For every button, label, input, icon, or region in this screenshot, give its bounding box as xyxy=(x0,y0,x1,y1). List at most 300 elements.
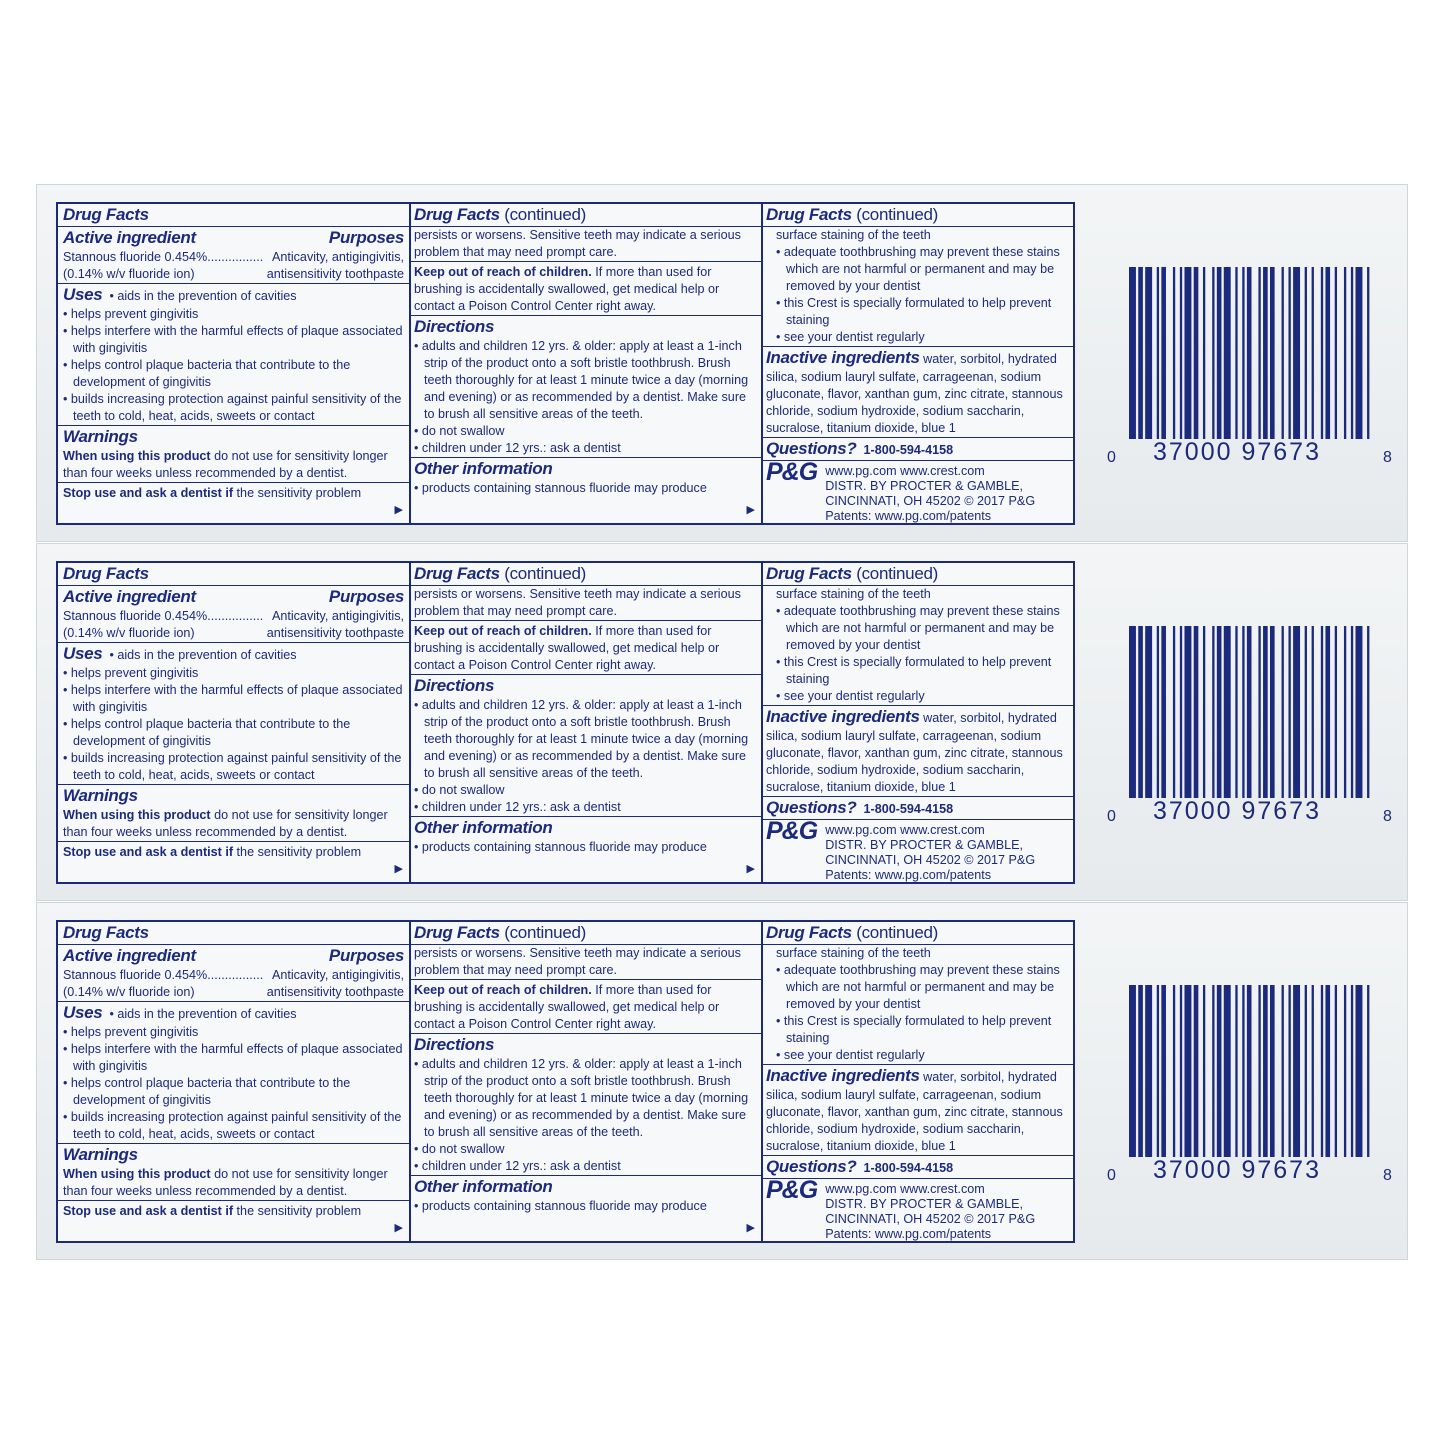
stop-use-text: the sensitivity problem xyxy=(233,1204,362,1218)
uses-section xyxy=(58,1002,409,1144)
barcode-bar xyxy=(1282,985,1284,1157)
barcode-bar xyxy=(1293,267,1300,439)
barcode-bar xyxy=(1194,985,1199,1157)
barcode-bar xyxy=(1263,626,1268,798)
drug-facts-title: Drug Facts xyxy=(414,205,500,224)
barcode-bar xyxy=(1180,626,1182,798)
barcode-bar xyxy=(1145,626,1152,798)
barcode-bar xyxy=(1321,985,1323,1157)
drug-facts-title: Drug Facts xyxy=(63,923,149,942)
barcode-bar xyxy=(1224,985,1231,1157)
uses-title: Uses xyxy=(63,1003,103,1022)
barcode-digit-right: 8 xyxy=(1383,808,1394,825)
ingredient-concentration: (0.14% w/v fluoride ion) xyxy=(63,985,195,999)
drug-facts-column-3 xyxy=(761,204,1073,523)
stop-use-bold: Stop use and ask a dentist if xyxy=(63,845,234,859)
inactive-ingredients-text: water, sorbitol, hydrated silica, sodium lauryl sulfate, carrageenan, sodium gluconate, flavor, xanthan gum, zinc citrate, stannous chloride, sodium hydroxide, sodium saccharin, sucralose, titanium dioxide, blue 1 xyxy=(766,352,1063,435)
barcode-bar xyxy=(1270,267,1275,439)
drug-facts-panel xyxy=(56,202,1075,525)
uses-item: • helps prevent gingivitis xyxy=(63,1025,199,1039)
barcode-bar xyxy=(1247,626,1252,798)
inactive-ingredients-title: Inactive ingredients xyxy=(766,1066,920,1085)
barcode-digit-right: 8 xyxy=(1383,1167,1394,1184)
upc-barcode xyxy=(1107,985,1394,1184)
warnings-section xyxy=(58,785,409,842)
toothpaste-box-panel xyxy=(36,184,1408,542)
drug-facts-title: Drug Facts xyxy=(766,923,852,942)
barcode-bar xyxy=(1145,267,1152,439)
barcode-bar xyxy=(1161,626,1166,798)
barcode-bar xyxy=(1305,267,1307,439)
directions-title: Directions xyxy=(414,317,495,336)
barcode-digit-left: 0 xyxy=(1107,449,1118,466)
barcode-bar xyxy=(1356,985,1363,1157)
uses-item: • helps prevent gingivitis xyxy=(63,307,199,321)
drug-facts-header xyxy=(58,204,409,227)
barcode-bar xyxy=(1312,267,1314,439)
barcode-bar xyxy=(1321,626,1323,798)
barcode-bar xyxy=(1235,267,1237,439)
keep-out-text: If more than used for brushing is accidentally swallowed, get medical help or contact a Poison Control Center right away. xyxy=(414,265,720,313)
drug-facts-column-2 xyxy=(409,204,763,523)
barcode-bar xyxy=(1138,267,1143,439)
other-information-title: Other information xyxy=(414,459,553,478)
barcode-bar xyxy=(1161,267,1166,439)
other-information-section xyxy=(409,1176,761,1215)
warnings-section xyxy=(58,1144,409,1201)
barcode-bar xyxy=(1325,985,1330,1157)
staining-section xyxy=(761,945,1073,1065)
ingredient-concentration: (0.14% w/v fluoride ion) xyxy=(63,626,195,640)
uses-item: • aids in the prevention of cavities xyxy=(109,1007,297,1021)
staining-section xyxy=(761,227,1073,347)
drug-facts-title: Drug Facts xyxy=(414,923,500,942)
active-ingredient-section xyxy=(58,227,409,284)
barcode-bar xyxy=(1203,267,1205,439)
distributor-name: DISTR. BY PROCTER & GAMBLE, xyxy=(825,1197,1023,1211)
inactive-ingredients-title: Inactive ingredients xyxy=(766,707,920,726)
directions-title: Directions xyxy=(414,676,495,695)
drug-facts-column-3 xyxy=(761,563,1073,882)
stop-use-section xyxy=(58,842,409,861)
barcode-bars xyxy=(1129,985,1374,1157)
pg-logo: P&G xyxy=(766,1176,818,1204)
staining-item: • adequate toothbrushing may prevent these stains which are not harmful or permanent and may be removed by your dentist xyxy=(776,245,1060,293)
barcode-bar xyxy=(1173,626,1175,798)
continued-label: (continued) xyxy=(856,205,938,224)
barcode-digit-left: 0 xyxy=(1107,808,1118,825)
stop-use-bold: Stop use and ask a dentist if xyxy=(63,1204,234,1218)
barcode-bar xyxy=(1351,267,1353,439)
distributor-address: CINCINNATI, OH 45202 © 2017 P&G xyxy=(825,1212,1036,1226)
barcode-bar xyxy=(1194,267,1199,439)
keep-out-text: If more than used for brushing is accidentally swallowed, get medical help or contact a Poison Control Center right away. xyxy=(414,983,720,1031)
continue-arrow-icon: ▶ xyxy=(394,504,403,516)
barcode-bar xyxy=(1356,267,1363,439)
uses-item: • helps interfere with the harmful effects of plaque associated with gingivitis xyxy=(63,683,403,714)
barcode-bar xyxy=(1263,267,1268,439)
barcode-bar xyxy=(1270,985,1275,1157)
stop-use-text: the sensitivity problem xyxy=(233,486,362,500)
directions-section xyxy=(409,316,761,458)
barcode-bar xyxy=(1351,985,1353,1157)
drug-facts-column-2 xyxy=(409,922,763,1241)
distributor-address: CINCINNATI, OH 45202 © 2017 P&G xyxy=(825,494,1036,508)
continued-header xyxy=(409,563,761,586)
drug-facts-column-1 xyxy=(58,204,411,523)
ingredient-purpose-2: antisensitivity toothpaste xyxy=(266,267,404,281)
continue-arrow-icon: ▶ xyxy=(394,863,403,875)
inactive-ingredients-section xyxy=(761,347,1073,438)
inactive-ingredients-title: Inactive ingredients xyxy=(766,348,920,367)
ingredient-purpose: Anticavity, antigingivitis, xyxy=(271,609,404,623)
barcode-bar xyxy=(1224,267,1231,439)
drug-facts-title: Drug Facts xyxy=(414,564,500,583)
uses-section xyxy=(58,284,409,426)
uses-item: • helps prevent gingivitis xyxy=(63,666,199,680)
barcode-bar xyxy=(1180,267,1182,439)
barcode-bar xyxy=(1258,985,1260,1157)
ingredient-name: Stannous fluoride 0.454%................ xyxy=(63,968,264,982)
barcode-bar xyxy=(1335,985,1337,1157)
distributor-name: DISTR. BY PROCTER & GAMBLE, xyxy=(825,479,1023,493)
barcode-bar xyxy=(1325,267,1330,439)
drug-facts-column-2 xyxy=(409,563,763,882)
distributor-patents: Patents: www.pg.com/patents xyxy=(825,1227,992,1241)
distributor-websites: www.pg.com www.crest.com xyxy=(825,823,985,837)
uses-item: • aids in the prevention of cavities xyxy=(109,648,297,662)
barcode-bar xyxy=(1212,626,1214,798)
barcode-digits: 37000 97673 xyxy=(1153,1156,1321,1184)
uses-item: • helps interfere with the harmful effects of plaque associated with gingivitis xyxy=(63,324,403,355)
continued-header xyxy=(409,204,761,227)
ingredient-name: Stannous fluoride 0.454%................ xyxy=(63,609,264,623)
distributor-section xyxy=(761,817,1073,883)
uses-item: • builds increasing protection against painful sensitivity of the teeth to cold, heat, acids, sweets or contact xyxy=(63,1110,402,1141)
barcode-bar xyxy=(1184,985,1191,1157)
keep-out-bold: Keep out of reach of children. xyxy=(414,624,592,638)
barcode-bar xyxy=(1258,626,1260,798)
uses-item: • aids in the prevention of cavities xyxy=(109,289,297,303)
questions-title: Questions? xyxy=(766,798,857,817)
upc-barcode xyxy=(1107,626,1394,825)
drug-facts-panel xyxy=(56,561,1075,884)
barcode-bar xyxy=(1288,985,1290,1157)
drug-facts-column-1 xyxy=(58,922,411,1241)
barcode-bar xyxy=(1194,626,1199,798)
barcode-bar xyxy=(1242,626,1244,798)
keep-out-bold: Keep out of reach of children. xyxy=(414,983,592,997)
purposes-title: Purposes xyxy=(328,946,404,965)
other-information-section xyxy=(409,817,761,856)
keep-out-section xyxy=(409,621,761,675)
other-information-item: • products containing stannous fluoride may produce xyxy=(414,840,707,854)
staining-section xyxy=(761,586,1073,706)
staining-item: • this Crest is specially formulated to help prevent staining xyxy=(776,655,1052,686)
directions-item: • children under 12 yrs.: ask a dentist xyxy=(414,441,621,455)
questions-phone: 1-800-594-4158 xyxy=(863,1161,954,1175)
persists-text: persists or worsens. Sensitive teeth may indicate a serious problem that may need prompt care. xyxy=(414,587,741,618)
pg-logo: P&G xyxy=(766,458,818,486)
keep-out-bold: Keep out of reach of children. xyxy=(414,265,592,279)
barcode-bar xyxy=(1242,985,1244,1157)
barcode-bar xyxy=(1335,267,1337,439)
barcode-bars xyxy=(1129,267,1374,439)
continue-arrow-icon: ▶ xyxy=(746,863,755,875)
directions-item: • adults and children 12 yrs. & older: apply at least a 1-inch strip of the product onto a soft bristle toothbrush. Brush teeth thoroughly for at least 1 minute twice a day (morning and evening) or as recommended by a dentist. Make sure to brush all sensitive areas of the teeth. xyxy=(414,339,749,421)
barcode-bar xyxy=(1344,267,1346,439)
warnings-title: Warnings xyxy=(63,786,138,805)
stop-use-text: the sensitivity problem xyxy=(233,845,362,859)
barcode-digit-right: 8 xyxy=(1383,449,1394,466)
warning-text: do not use for sensitivity longer than four weeks unless recommended by a dentist. xyxy=(63,808,388,839)
ingredient-concentration: (0.14% w/v fluoride ion) xyxy=(63,267,195,281)
barcode-bars xyxy=(1129,626,1374,798)
warning-bold: When using this product xyxy=(63,1167,211,1181)
barcode-bar xyxy=(1145,985,1152,1157)
barcode-bar xyxy=(1282,626,1284,798)
directions-item: • do not swallow xyxy=(414,783,505,797)
distributor-websites: www.pg.com www.crest.com xyxy=(825,1182,985,1196)
directions-item: • children under 12 yrs.: ask a dentist xyxy=(414,1159,621,1173)
barcode-bar xyxy=(1161,985,1166,1157)
active-ingredient-title: Active ingredient xyxy=(63,946,196,965)
other-information-item: • products containing stannous fluoride may produce xyxy=(414,481,707,495)
barcode-bar xyxy=(1356,626,1363,798)
pg-logo: P&G xyxy=(766,817,818,845)
barcode-bar xyxy=(1217,985,1222,1157)
inactive-ingredients-section xyxy=(761,1065,1073,1156)
drug-facts-title: Drug Facts xyxy=(63,564,149,583)
staining-text: surface staining of the teeth xyxy=(776,587,931,601)
barcode-bar xyxy=(1138,626,1143,798)
questions-title: Questions? xyxy=(766,1157,857,1176)
upc-barcode xyxy=(1107,267,1394,466)
barcode-bar xyxy=(1344,985,1346,1157)
distributor-patents: Patents: www.pg.com/patents xyxy=(825,509,992,523)
barcode-bar xyxy=(1335,626,1337,798)
barcode-bar xyxy=(1305,985,1307,1157)
barcode-bar xyxy=(1351,626,1353,798)
continued-label: (continued) xyxy=(856,564,938,583)
barcode-bar xyxy=(1367,985,1369,1157)
uses-title: Uses xyxy=(63,644,103,663)
continued-header xyxy=(761,563,1073,586)
questions-title: Questions? xyxy=(766,439,857,458)
keep-out-section xyxy=(409,262,761,316)
active-ingredient-title: Active ingredient xyxy=(63,587,196,606)
other-information-title: Other information xyxy=(414,1177,553,1196)
distributor-section xyxy=(761,458,1073,524)
staining-item: • this Crest is specially formulated to help prevent staining xyxy=(776,296,1052,327)
barcode-bar xyxy=(1212,267,1214,439)
barcode-bar xyxy=(1129,626,1136,798)
continued-header xyxy=(761,204,1073,227)
warning-text: do not use for sensitivity longer than four weeks unless recommended by a dentist. xyxy=(63,449,388,480)
barcode-bar xyxy=(1203,985,1205,1157)
continued-header xyxy=(409,922,761,945)
stop-use-section xyxy=(58,483,409,502)
uses-item: • helps control plaque bacteria that contribute to the development of gingivitis xyxy=(63,358,351,389)
uses-title: Uses xyxy=(63,285,103,304)
purposes-title: Purposes xyxy=(328,587,404,606)
barcode-bar xyxy=(1212,985,1214,1157)
barcode-bar xyxy=(1173,267,1175,439)
ingredient-purpose-2: antisensitivity toothpaste xyxy=(266,985,404,999)
barcode-bar xyxy=(1321,267,1323,439)
staining-item: • adequate toothbrushing may prevent these stains which are not harmful or permanent and may be removed by your dentist xyxy=(776,604,1060,652)
active-ingredient-section xyxy=(58,586,409,643)
barcode-bar xyxy=(1138,985,1143,1157)
other-information-title: Other information xyxy=(414,818,553,837)
ingredient-name: Stannous fluoride 0.454%................ xyxy=(63,250,264,264)
drug-facts-title: Drug Facts xyxy=(766,564,852,583)
barcode-bar xyxy=(1247,267,1252,439)
barcode-bar xyxy=(1173,985,1175,1157)
drug-facts-column-1 xyxy=(58,563,411,882)
barcode-bar xyxy=(1129,985,1136,1157)
stop-use-bold: Stop use and ask a dentist if xyxy=(63,486,234,500)
toothpaste-box-panel xyxy=(36,543,1408,901)
warning-bold: When using this product xyxy=(63,808,211,822)
keep-out-section xyxy=(409,980,761,1034)
barcode-bar xyxy=(1305,626,1307,798)
active-ingredient-section xyxy=(58,945,409,1002)
ingredient-purpose: Anticavity, antigingivitis, xyxy=(271,250,404,264)
barcode-bar xyxy=(1217,626,1222,798)
distributor-websites: www.pg.com www.crest.com xyxy=(825,464,985,478)
continued-label: (continued) xyxy=(856,923,938,942)
uses-section xyxy=(58,643,409,785)
barcode-bar xyxy=(1184,626,1191,798)
warnings-section xyxy=(58,426,409,483)
distributor-section xyxy=(761,1176,1073,1242)
continue-arrow-icon: ▶ xyxy=(394,1222,403,1234)
barcode-bar xyxy=(1224,626,1231,798)
directions-item: • adults and children 12 yrs. & older: apply at least a 1-inch strip of the product onto a soft bristle toothbrush. Brush teeth thoroughly for at least 1 minute twice a day (morning and evening) or as recommended by a dentist. Make sure to brush all sensitive areas of the teeth. xyxy=(414,1057,749,1139)
barcode-bar xyxy=(1367,626,1369,798)
other-information-section xyxy=(409,458,761,497)
staining-text: surface staining of the teeth xyxy=(776,228,931,242)
barcode-bar xyxy=(1293,626,1300,798)
continue-arrow-icon: ▶ xyxy=(746,1222,755,1234)
staining-item: • see your dentist regularly xyxy=(776,1048,925,1062)
active-ingredient-title: Active ingredient xyxy=(63,228,196,247)
directions-item: • do not swallow xyxy=(414,424,505,438)
drug-facts-header xyxy=(58,563,409,586)
drug-facts-column-3 xyxy=(761,922,1073,1241)
directions-section xyxy=(409,1034,761,1176)
distributor-address: CINCINNATI, OH 45202 © 2017 P&G xyxy=(825,853,1036,867)
directions-section xyxy=(409,675,761,817)
barcode-bar xyxy=(1270,626,1275,798)
barcode-bar xyxy=(1282,267,1284,439)
uses-item: • builds increasing protection against painful sensitivity of the teeth to cold, heat, acids, sweets or contact xyxy=(63,392,402,423)
barcode-bar xyxy=(1258,267,1260,439)
barcode-digit-left: 0 xyxy=(1107,1167,1118,1184)
toothpaste-box-panel xyxy=(36,902,1408,1260)
persists-text: persists or worsens. Sensitive teeth may indicate a serious problem that may need prompt care. xyxy=(414,228,741,259)
barcode-bar xyxy=(1157,267,1159,439)
barcode-digits: 37000 97673 xyxy=(1153,438,1321,466)
staining-text: surface staining of the teeth xyxy=(776,946,931,960)
continued-label: (continued) xyxy=(504,205,586,224)
directions-item: • adults and children 12 yrs. & older: apply at least a 1-inch strip of the product onto a soft bristle toothbrush. Brush teeth thoroughly for at least 1 minute twice a day (morning and evening) or as recommended by a dentist. Make sure to brush all sensitive areas of the teeth. xyxy=(414,698,749,780)
uses-item: • helps interfere with the harmful effects of plaque associated with gingivitis xyxy=(63,1042,403,1073)
barcode-bar xyxy=(1242,267,1244,439)
directions-title: Directions xyxy=(414,1035,495,1054)
inactive-ingredients-text: water, sorbitol, hydrated silica, sodium lauryl sulfate, carrageenan, sodium gluconate, flavor, xanthan gum, zinc citrate, stannous chloride, sodium hydroxide, sodium saccharin, sucralose, titanium dioxide, blue 1 xyxy=(766,1070,1063,1153)
continued-label: (continued) xyxy=(504,564,586,583)
barcode-bar xyxy=(1235,985,1237,1157)
barcode-bar xyxy=(1157,985,1159,1157)
stop-use-section xyxy=(58,1201,409,1220)
inactive-ingredients-section xyxy=(761,706,1073,797)
continue-arrow-icon: ▶ xyxy=(746,504,755,516)
barcode-bar xyxy=(1235,626,1237,798)
persists-section xyxy=(409,945,761,980)
persists-section xyxy=(409,586,761,621)
barcode-bar xyxy=(1263,985,1268,1157)
continued-header xyxy=(761,922,1073,945)
uses-item: • helps control plaque bacteria that contribute to the development of gingivitis xyxy=(63,1076,351,1107)
questions-phone: 1-800-594-4158 xyxy=(863,802,954,816)
distributor-patents: Patents: www.pg.com/patents xyxy=(825,868,992,882)
barcode-bar xyxy=(1367,267,1369,439)
staining-item: • see your dentist regularly xyxy=(776,689,925,703)
persists-section xyxy=(409,227,761,262)
ingredient-purpose-2: antisensitivity toothpaste xyxy=(266,626,404,640)
directions-item: • children under 12 yrs.: ask a dentist xyxy=(414,800,621,814)
uses-item: • helps control plaque bacteria that contribute to the development of gingivitis xyxy=(63,717,351,748)
warning-bold: When using this product xyxy=(63,449,211,463)
barcode-bar xyxy=(1312,626,1314,798)
barcode-bar xyxy=(1247,985,1252,1157)
drug-facts-title: Drug Facts xyxy=(766,205,852,224)
drug-facts-title: Drug Facts xyxy=(63,205,149,224)
barcode-bar xyxy=(1288,626,1290,798)
barcode-bar xyxy=(1203,626,1205,798)
warning-text: do not use for sensitivity longer than four weeks unless recommended by a dentist. xyxy=(63,1167,388,1198)
barcode-bar xyxy=(1217,267,1222,439)
barcode-bar xyxy=(1325,626,1330,798)
keep-out-text: If more than used for brushing is accidentally swallowed, get medical help or contact a Poison Control Center right away. xyxy=(414,624,720,672)
purposes-title: Purposes xyxy=(328,228,404,247)
barcode-bar xyxy=(1157,626,1159,798)
directions-item: • do not swallow xyxy=(414,1142,505,1156)
staining-item: • adequate toothbrushing may prevent these stains which are not harmful or permanent and may be removed by your dentist xyxy=(776,963,1060,1011)
ingredient-purpose: Anticavity, antigingivitis, xyxy=(271,968,404,982)
warnings-title: Warnings xyxy=(63,427,138,446)
drug-facts-panel xyxy=(56,920,1075,1243)
persists-text: persists or worsens. Sensitive teeth may indicate a serious problem that may need prompt care. xyxy=(414,946,741,977)
barcode-bar xyxy=(1184,267,1191,439)
barcode-digits: 37000 97673 xyxy=(1153,797,1321,825)
uses-item: • builds increasing protection against painful sensitivity of the teeth to cold, heat, acids, sweets or contact xyxy=(63,751,402,782)
barcode-bar xyxy=(1344,626,1346,798)
warnings-title: Warnings xyxy=(63,1145,138,1164)
barcode-bar xyxy=(1288,267,1290,439)
staining-item: • see your dentist regularly xyxy=(776,330,925,344)
inactive-ingredients-text: water, sorbitol, hydrated silica, sodium lauryl sulfate, carrageenan, sodium gluconate, flavor, xanthan gum, zinc citrate, stannous chloride, sodium hydroxide, sodium saccharin, sucralose, titanium dioxide, blue 1 xyxy=(766,711,1063,794)
other-information-item: • products containing stannous fluoride may produce xyxy=(414,1199,707,1213)
barcode-bar xyxy=(1293,985,1300,1157)
barcode-bar xyxy=(1180,985,1182,1157)
questions-phone: 1-800-594-4158 xyxy=(863,443,954,457)
staining-item: • this Crest is specially formulated to help prevent staining xyxy=(776,1014,1052,1045)
distributor-name: DISTR. BY PROCTER & GAMBLE, xyxy=(825,838,1023,852)
barcode-bar xyxy=(1129,267,1136,439)
